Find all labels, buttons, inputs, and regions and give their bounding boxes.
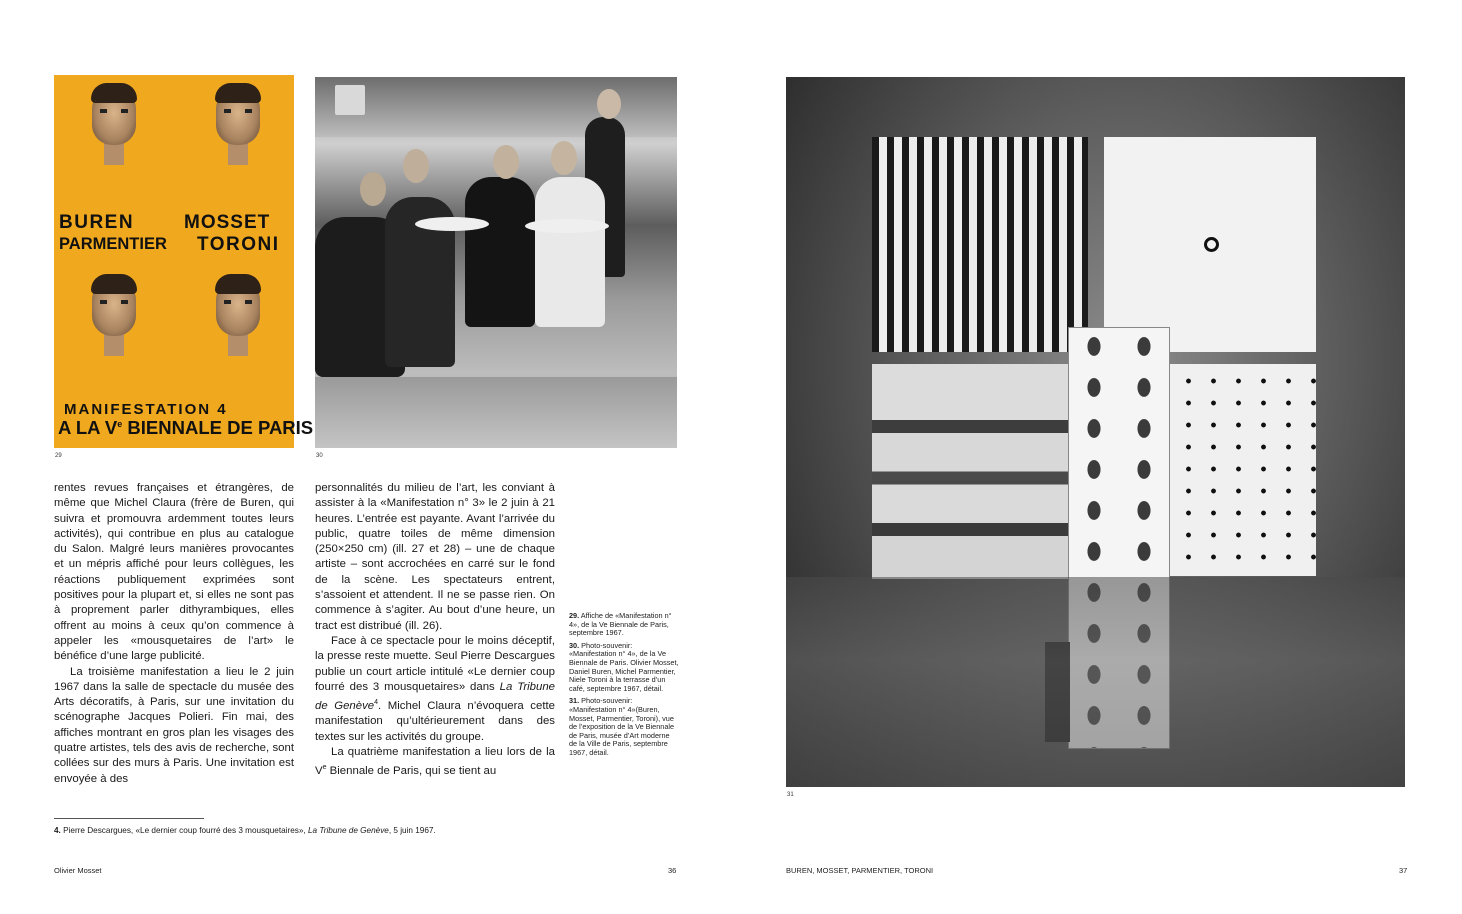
poster-biennale-line: A LA Ve BIENNALE DE PARIS: [58, 417, 314, 438]
text-column-middle: [315, 481, 555, 779]
portrait-buren: [82, 79, 146, 165]
paragraph: personnalités du milieu de l’art, les conviant à assister à la «Manifestation n° 3» le 2 juin à 21 heures. L’entrée est payante. Avant l’arrivée du public, quatre toiles de même dimension (250×250 cm) (ill. 27 et 28) – une de chaque artiste – sont accrochées en carré sur le fond de la scène. Les spectateurs entrent, s’assoient et attendent. Il ne se passe rien. On commence à s’agiter. Au bout d’une heure, un tract est distribué (ill. 26).: [315, 482, 555, 632]
exhibition-view-photo: [786, 77, 1405, 787]
caption-31: 31. Photo-souvenir: «Manifestation n° 4»(Buren, Mosset, Parmentier, Toroni), vue de l’exposition de la Ve Biennale de Paris, musée d’Art moderne de la Ville de Paris, septembre 1967, détail.: [569, 696, 675, 757]
page-number-left: 36: [668, 866, 677, 875]
poster-manifestation-line: MANIFESTATION 4: [64, 401, 228, 418]
caption-30: 30. Photo-souvenir: «Manifestation n° 4», de la Ve Biennale de Paris. Olivier Mosset, Daniel Buren, Michel Parmentier, Niele Toroni à la terrasse d’un café, septembre 1967, détail.: [569, 640, 679, 693]
paragraph: Face à ce spectacle pour le moins déceptif, la presse reste muette. Seul Pierre Descargues publie un court article intitulé «Le dernier coup fourré des 3 mousquetaires» dans La Tribune de Genève$^4$. Michel Claura n’évoquera cette manifestation qu’ultérieurement dans des textes sur les activités du groupe.: [315, 634, 555, 743]
poster-name-mosset: MOSSET: [184, 212, 271, 233]
paragraph: La troisième manifestation a lieu le 2 juin 1967 dans la salle de spectacle du musée des Arts décoratifs, à Paris, sur une invitation du scénographe Jacques Polieri. Fin mai, des affiches montrant en gros plan les visages des quatre artistes, tels des avis de recherche, sont collées sur des murs à Paris. Une invitation est envoyée à des: [54, 665, 294, 785]
paragraph: La quatrième manifestation a lieu lors de la Ve Biennale de Paris, qui se tient au: [315, 745, 555, 777]
figure-number-31: 31: [787, 792, 794, 798]
buren-stripes-canvas: [872, 137, 1088, 352]
poster-name-toroni: TORONI: [197, 234, 280, 255]
page-number-right: 37: [1399, 866, 1408, 875]
portrait-parmentier: [82, 270, 146, 356]
running-footer-left: Olivier Mosset: [54, 866, 102, 875]
poster-name-buren: BUREN: [59, 212, 135, 233]
floor: [786, 577, 1405, 787]
figure-number-29: 29: [55, 453, 62, 459]
cafe-terrace-photo: [315, 77, 677, 448]
mosset-circle-canvas: [1104, 137, 1316, 352]
toroni-imprints-canvas: [1170, 364, 1316, 576]
footnote: 4. Pierre Descargues, «Le dernier coup fourré des 3 mousquetaires», La Tribune de Genève, 5 juin 1967.: [54, 826, 436, 835]
poster-image: [54, 75, 314, 448]
caption-29: 29. Affiche de «Manifestation n° 4», de la Ve Biennale de Paris, septembre 1967.: [569, 611, 672, 638]
portrait-mosset: [206, 79, 270, 165]
poster-name-parmentier: PARMENTIER: [59, 235, 167, 253]
captions-block: [569, 612, 679, 762]
running-footer-right: BUREN, MOSSET, PARMENTIER, TORONI: [786, 866, 934, 875]
figure-number-30: 30: [316, 453, 323, 459]
portrait-toroni: [206, 270, 270, 356]
footnote-rule: [54, 818, 204, 819]
text-column-left: [54, 481, 294, 787]
parmentier-bands-canvas: [872, 364, 1074, 579]
paragraph: rentes revues françaises et étrangères, de même que Michel Claura (frère de Buren, qui suivra et promouvra ardemment toutes leurs activités), qui contribue en plus au catalogue du Salon. Malgré leurs manières provocantes et un mépris affiché pour leurs collègues, les réactions publiquement exprimées sont positives pour la plupart et, si elles ne sont pas à proprement parler dithyrambiques, elles offrent au moins à ceux qu’on commence à appeler les «mousquetaires de l’art» le bénéfice d’une large publicité.: [54, 482, 294, 663]
